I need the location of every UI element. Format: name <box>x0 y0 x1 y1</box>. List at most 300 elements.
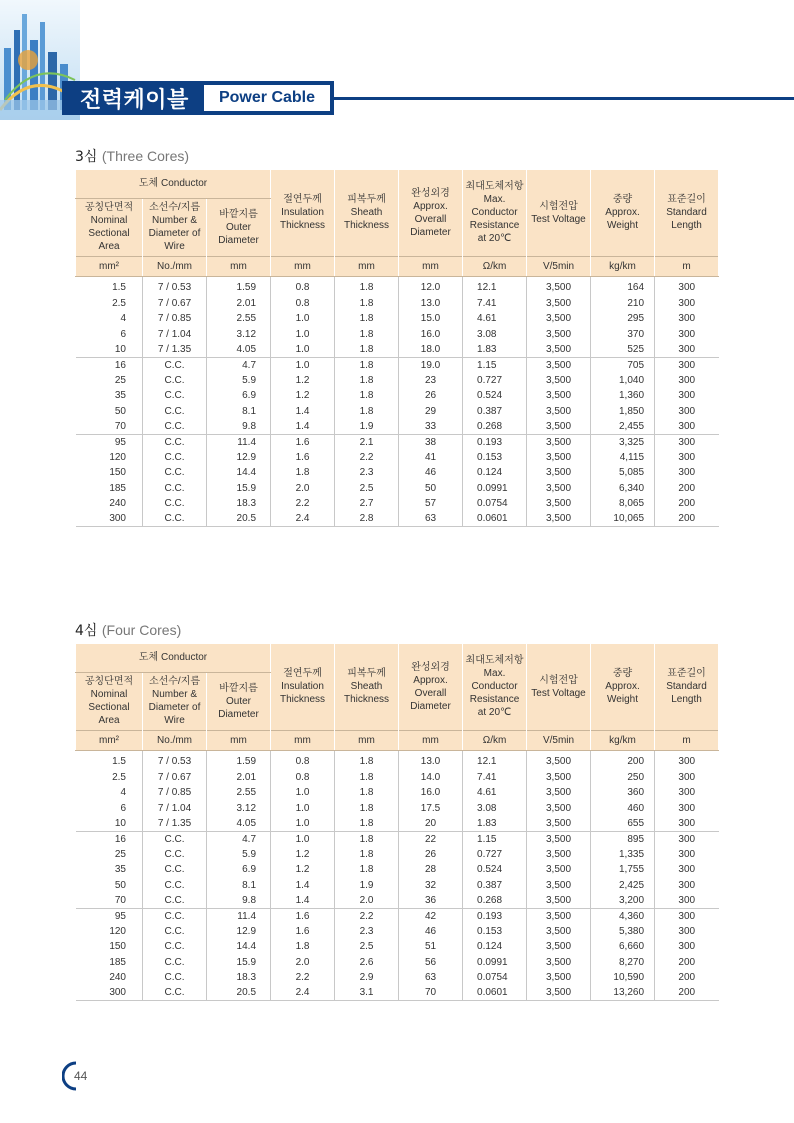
cell-sheath: 2.5 <box>335 480 399 495</box>
cell-outer: 12.9 <box>207 450 271 465</box>
cell-insulation: 1.8 <box>271 939 335 954</box>
cell-length: 200 <box>655 511 719 527</box>
cell-sheath: 2.3 <box>335 924 399 939</box>
header-line: Number & <box>151 215 197 226</box>
column-header-insulation <box>271 170 335 256</box>
cell-weight: 4,115 <box>591 450 655 465</box>
cell-weight: 200 <box>591 750 655 770</box>
cell-insulation: 0.8 <box>271 750 335 770</box>
cell-sheath: 1.8 <box>335 816 399 832</box>
cell-length: 300 <box>655 816 719 832</box>
cell-sheath: 1.8 <box>335 847 399 862</box>
unit-weight: kg/km <box>591 256 655 276</box>
table-row <box>76 296 719 311</box>
header-line: Standard <box>666 207 707 219</box>
header-row <box>76 170 719 198</box>
cell-weight: 1,335 <box>591 847 655 862</box>
four-core-spec-table <box>75 644 719 1001</box>
cell-resistance: 12.1 <box>463 750 527 770</box>
cell-resistance: 1.15 <box>463 357 527 373</box>
unit-voltage: V/5min <box>527 730 591 750</box>
cell-wire: C.C. <box>143 954 207 969</box>
cell-insulation: 1.0 <box>271 342 335 358</box>
table-row <box>76 847 719 862</box>
cell-length: 200 <box>655 954 719 969</box>
cell-insulation: 1.0 <box>271 327 335 342</box>
header-line: Thickness <box>280 694 326 706</box>
cell-overall: 51 <box>399 939 463 954</box>
header-line: Sheath <box>350 207 383 219</box>
cell-area: 70 <box>114 894 126 906</box>
cell-weight: 8,270 <box>591 954 655 969</box>
cell-resistance: 0.0754 <box>463 496 527 511</box>
table-row <box>76 970 719 985</box>
cell-insulation: 2.0 <box>271 954 335 969</box>
cell-outer: 11.4 <box>207 434 271 450</box>
cell-sheath: 1.8 <box>335 770 399 785</box>
cell-area: 35 <box>114 864 126 876</box>
column-header-resistance <box>463 644 527 730</box>
cell-voltage: 3,500 <box>527 750 591 770</box>
column-header-wire <box>143 672 207 730</box>
cell-area: 10 <box>114 343 126 355</box>
header-line: Approx. <box>605 681 640 693</box>
cell-length: 300 <box>655 357 719 373</box>
cell-overall: 13.0 <box>399 296 463 311</box>
cell-outer: 1.59 <box>207 276 271 296</box>
unit-area: mm² <box>76 730 143 750</box>
cell-voltage: 3,500 <box>527 847 591 862</box>
cell-area: 16 <box>76 357 143 373</box>
cell-overall: 26 <box>399 388 463 403</box>
cell-overall: 13.0 <box>399 750 463 770</box>
header-line: Diameter <box>410 226 451 238</box>
page-number-badge <box>62 1060 98 1092</box>
header-line: Resistance <box>469 220 520 232</box>
header-line: Test Voltage <box>531 213 586 225</box>
cell-area: 1.5 <box>112 755 126 767</box>
cell-wire: 7 / 1.04 <box>143 801 207 816</box>
cell-length: 300 <box>655 862 719 877</box>
cell-wire: C.C. <box>143 357 207 373</box>
cell-area: 50 <box>114 405 126 417</box>
cell-voltage: 3,500 <box>527 357 591 373</box>
cell-outer: 6.9 <box>207 862 271 877</box>
cell-outer: 9.8 <box>207 419 271 435</box>
table-row <box>76 893 719 909</box>
cell-insulation: 2.0 <box>271 480 335 495</box>
cell-resistance: 0.387 <box>463 403 527 418</box>
column-header-length <box>655 170 719 256</box>
header-line: 절연두께 <box>283 194 322 206</box>
cell-voltage: 3,500 <box>527 954 591 969</box>
header-line: Diameter <box>218 708 259 720</box>
cell-voltage: 3,500 <box>527 496 591 511</box>
cell-length: 300 <box>655 750 719 770</box>
cell-voltage: 3,500 <box>527 342 591 358</box>
table-row <box>76 276 719 296</box>
cell-voltage: 3,500 <box>527 785 591 800</box>
cell-length: 300 <box>655 847 719 862</box>
cell-area: 240 <box>109 497 126 509</box>
header-line: 중량 <box>612 194 633 206</box>
table-row <box>76 327 719 342</box>
header-line: at 20℃ <box>477 233 512 245</box>
header-line: 공칭단면적 <box>84 676 134 687</box>
header-line: Max. <box>483 668 506 680</box>
cell-overall: 22 <box>399 831 463 847</box>
cell-sheath: 1.8 <box>335 862 399 877</box>
units-row <box>76 256 719 276</box>
header-line: Sectional <box>88 228 130 239</box>
cell-length: 300 <box>655 434 719 450</box>
header-line: 최대도체저항 <box>465 655 524 667</box>
cell-area: 300 <box>76 985 143 1001</box>
unit-outer: mm <box>207 730 271 750</box>
cell-area: 16 <box>76 831 143 847</box>
cell-weight: 1,850 <box>591 403 655 418</box>
cell-sheath: 2.1 <box>335 434 399 450</box>
cell-voltage: 3,500 <box>527 816 591 832</box>
cell-outer: 14.4 <box>207 465 271 480</box>
header-line: Nominal <box>90 215 128 226</box>
cell-area: 185 <box>109 482 126 494</box>
cell-outer: 1.59 <box>207 750 271 770</box>
cell-weight: 6,660 <box>591 939 655 954</box>
cell-outer: 4.05 <box>207 342 271 358</box>
header-line: Outer <box>226 221 252 233</box>
cell-resistance: 0.0754 <box>463 970 527 985</box>
cell-sheath: 2.8 <box>335 511 399 527</box>
cell-length: 200 <box>655 480 719 495</box>
header-line: 최대도체저항 <box>465 181 524 193</box>
cell-insulation: 1.2 <box>271 862 335 877</box>
cell-length: 200 <box>655 496 719 511</box>
cell-weight: 1,755 <box>591 862 655 877</box>
cell-insulation: 1.8 <box>271 465 335 480</box>
column-header-overall <box>399 170 463 256</box>
header-line: Diameter of <box>148 702 201 713</box>
cell-sheath: 1.8 <box>335 373 399 388</box>
cell-outer: 14.4 <box>207 939 271 954</box>
cell-voltage: 3,500 <box>527 450 591 465</box>
cell-wire: C.C. <box>143 877 207 892</box>
cell-resistance: 1.15 <box>463 831 527 847</box>
cell-sheath: 1.8 <box>335 388 399 403</box>
cell-insulation: 1.0 <box>271 785 335 800</box>
cell-voltage: 3,500 <box>527 327 591 342</box>
cell-weight: 2,425 <box>591 877 655 892</box>
table-row <box>76 985 719 1001</box>
cell-resistance: 0.524 <box>463 862 527 877</box>
cell-sheath: 1.8 <box>335 801 399 816</box>
cell-sheath: 1.8 <box>335 403 399 418</box>
cell-outer: 3.12 <box>207 327 271 342</box>
page-title-korean: 전력케이블 <box>80 87 189 113</box>
cell-weight: 10,065 <box>591 511 655 527</box>
cell-insulation: 1.0 <box>271 357 335 373</box>
cell-length: 300 <box>655 373 719 388</box>
header-line: Approx. <box>413 674 448 686</box>
unit-insulation: mm <box>271 256 335 276</box>
cell-length: 300 <box>655 465 719 480</box>
cell-overall: 16.0 <box>399 785 463 800</box>
unit-area: mm² <box>76 256 143 276</box>
table-row <box>76 342 719 358</box>
header-line: Resistance <box>469 694 520 706</box>
cell-voltage: 3,500 <box>527 403 591 418</box>
cell-overall: 19.0 <box>399 357 463 373</box>
cell-sheath: 1.8 <box>335 785 399 800</box>
cell-wire: C.C. <box>143 924 207 939</box>
cell-area: 4 <box>120 787 126 799</box>
cell-resistance: 0.0991 <box>463 954 527 969</box>
cell-outer: 4.7 <box>207 831 271 847</box>
section-title-english: (Four Cores) <box>101 622 182 638</box>
column-header-voltage <box>527 170 591 256</box>
cell-length: 300 <box>655 450 719 465</box>
cell-length: 300 <box>655 403 719 418</box>
cell-weight: 370 <box>591 327 655 342</box>
header-line: Thickness <box>344 694 390 706</box>
header-line: Overall <box>414 687 447 699</box>
cell-overall: 63 <box>399 511 463 527</box>
cell-outer: 12.9 <box>207 924 271 939</box>
cell-overall: 42 <box>399 908 463 924</box>
cell-resistance: 0.153 <box>463 450 527 465</box>
header-line: 표준길이 <box>667 194 706 206</box>
cell-resistance: 0.727 <box>463 847 527 862</box>
cell-overall: 32 <box>399 877 463 892</box>
header-line: Length <box>671 694 702 706</box>
column-header-sheath <box>335 644 399 730</box>
cell-voltage: 3,500 <box>527 770 591 785</box>
cell-resistance: 0.268 <box>463 893 527 909</box>
table-row <box>76 480 719 495</box>
unit-sheath: mm <box>335 730 399 750</box>
cell-wire: C.C. <box>143 908 207 924</box>
cell-overall: 23 <box>399 373 463 388</box>
header-line: Conductor <box>471 207 518 219</box>
header-line: Diameter <box>410 700 451 712</box>
cell-outer: 5.9 <box>207 847 271 862</box>
cell-weight: 3,325 <box>591 434 655 450</box>
cell-weight: 164 <box>591 276 655 296</box>
cell-area: 6 <box>120 328 126 340</box>
header-line: 피복두께 <box>347 194 386 206</box>
unit-resistance: Ω/km <box>463 730 527 750</box>
three-core-spec-table <box>75 170 719 527</box>
cell-outer: 4.05 <box>207 816 271 832</box>
table-row <box>76 311 719 326</box>
unit-length: m <box>655 730 719 750</box>
header-line: 바깥지름 <box>219 682 258 694</box>
cell-length: 300 <box>655 419 719 435</box>
cell-resistance: 0.268 <box>463 419 527 435</box>
cell-area: 25 <box>114 849 126 861</box>
cell-resistance: 3.08 <box>463 801 527 816</box>
cell-overall: 26 <box>399 847 463 862</box>
header-line: 표준길이 <box>667 668 706 680</box>
cell-insulation: 1.4 <box>271 403 335 418</box>
cell-resistance: 1.83 <box>463 816 527 832</box>
cell-weight: 705 <box>591 357 655 373</box>
cell-sheath: 2.2 <box>335 908 399 924</box>
cell-length: 300 <box>655 924 719 939</box>
header-line: Sectional <box>88 702 130 713</box>
cell-overall: 36 <box>399 893 463 909</box>
cell-outer: 2.55 <box>207 785 271 800</box>
cell-voltage: 3,500 <box>527 924 591 939</box>
page-header <box>0 0 794 130</box>
cell-wire: C.C. <box>143 862 207 877</box>
cell-sheath: 1.8 <box>335 327 399 342</box>
cell-resistance: 0.524 <box>463 388 527 403</box>
cell-sheath: 2.9 <box>335 970 399 985</box>
header-line: Standard <box>666 681 707 693</box>
header-line: Area <box>98 241 120 252</box>
table-row <box>76 954 719 969</box>
unit-length: m <box>655 256 719 276</box>
table-row <box>76 373 719 388</box>
title-en-box <box>204 85 330 111</box>
cell-voltage: 3,500 <box>527 970 591 985</box>
cell-overall: 46 <box>399 924 463 939</box>
cell-length: 300 <box>655 276 719 296</box>
cell-resistance: 12.1 <box>463 276 527 296</box>
column-header-weight <box>591 170 655 256</box>
header-line: Area <box>98 715 120 726</box>
cell-length: 300 <box>655 939 719 954</box>
cell-length: 300 <box>655 908 719 924</box>
cell-resistance: 0.387 <box>463 877 527 892</box>
cell-wire: 7 / 0.85 <box>143 785 207 800</box>
cell-sheath: 1.8 <box>335 342 399 358</box>
header-line: 절연두께 <box>283 668 322 680</box>
cell-outer: 20.5 <box>207 511 271 527</box>
cell-outer: 9.8 <box>207 893 271 909</box>
header-line: Test Voltage <box>531 687 586 699</box>
cell-voltage: 3,500 <box>527 465 591 480</box>
cell-area: 120 <box>109 451 126 463</box>
cell-resistance: 4.61 <box>463 311 527 326</box>
cell-area: 10 <box>114 817 126 829</box>
cell-weight: 1,040 <box>591 373 655 388</box>
cell-overall: 50 <box>399 480 463 495</box>
unit-resistance: Ω/km <box>463 256 527 276</box>
cell-resistance: 0.124 <box>463 465 527 480</box>
table-row <box>76 770 719 785</box>
cell-sheath: 2.2 <box>335 450 399 465</box>
cell-wire: 7 / 0.67 <box>143 296 207 311</box>
cell-sheath: 1.9 <box>335 419 399 435</box>
cell-resistance: 7.41 <box>463 296 527 311</box>
column-header-resistance <box>463 170 527 256</box>
cell-wire: C.C. <box>143 985 207 1001</box>
header-line: 완성외경 <box>411 187 450 199</box>
cell-voltage: 3,500 <box>527 434 591 450</box>
units-row <box>76 730 719 750</box>
header-line: 중량 <box>612 668 633 680</box>
cell-area: 2.5 <box>112 772 126 784</box>
header-line: Diameter <box>218 234 259 246</box>
section-title-three-cores <box>75 146 189 166</box>
table-row <box>76 357 719 373</box>
cell-overall: 12.0 <box>399 276 463 296</box>
cell-voltage: 3,500 <box>527 801 591 816</box>
cell-weight: 5,085 <box>591 465 655 480</box>
cell-outer: 15.9 <box>207 480 271 495</box>
cell-outer: 2.55 <box>207 311 271 326</box>
cell-wire: C.C. <box>143 403 207 418</box>
cell-sheath: 1.8 <box>335 750 399 770</box>
header-line: Length <box>671 220 702 232</box>
cell-sheath: 1.8 <box>335 296 399 311</box>
cell-insulation: 1.0 <box>271 311 335 326</box>
cell-length: 200 <box>655 970 719 985</box>
cell-resistance: 0.0601 <box>463 985 527 1001</box>
cell-area: 95 <box>76 908 143 924</box>
cell-insulation: 2.2 <box>271 970 335 985</box>
cell-area: 70 <box>114 420 126 432</box>
column-header-wire <box>143 198 207 256</box>
cell-overall: 46 <box>399 465 463 480</box>
header-line: Thickness <box>280 220 326 232</box>
cell-insulation: 1.4 <box>271 419 335 435</box>
cell-overall: 15.0 <box>399 311 463 326</box>
cell-overall: 56 <box>399 954 463 969</box>
header-line: Weight <box>607 220 638 232</box>
column-header-insulation <box>271 644 335 730</box>
table-row <box>76 388 719 403</box>
cell-resistance: 1.83 <box>463 342 527 358</box>
cell-insulation: 2.4 <box>271 511 335 527</box>
cell-length: 300 <box>655 327 719 342</box>
cell-wire: C.C. <box>143 388 207 403</box>
cell-outer: 3.12 <box>207 801 271 816</box>
cell-voltage: 3,500 <box>527 388 591 403</box>
table-row <box>76 465 719 480</box>
cell-resistance: 3.08 <box>463 327 527 342</box>
cell-outer: 8.1 <box>207 877 271 892</box>
header-line: Wire <box>164 715 185 726</box>
header-line: Diameter of <box>148 228 201 239</box>
cell-insulation: 1.6 <box>271 924 335 939</box>
cell-insulation: 1.6 <box>271 450 335 465</box>
cell-sheath: 3.1 <box>335 985 399 1001</box>
cell-length: 300 <box>655 893 719 909</box>
cell-insulation: 1.6 <box>271 908 335 924</box>
cell-outer: 20.5 <box>207 985 271 1001</box>
cell-overall: 18.0 <box>399 342 463 358</box>
cell-insulation: 2.4 <box>271 985 335 1001</box>
table-row <box>76 511 719 527</box>
cell-wire: C.C. <box>143 480 207 495</box>
header-row <box>76 644 719 672</box>
unit-sheath: mm <box>335 256 399 276</box>
cell-length: 300 <box>655 388 719 403</box>
cell-area: 4 <box>120 313 126 325</box>
header-line: Max. <box>483 194 506 206</box>
table-row <box>76 403 719 418</box>
page-title-english: Power Cable <box>218 89 316 106</box>
cell-outer: 18.3 <box>207 496 271 511</box>
header-line: Number & <box>151 689 197 700</box>
cell-area: 300 <box>76 511 143 527</box>
cell-sheath: 1.8 <box>335 311 399 326</box>
cell-sheath: 1.8 <box>335 276 399 296</box>
cell-area: 35 <box>114 390 126 402</box>
